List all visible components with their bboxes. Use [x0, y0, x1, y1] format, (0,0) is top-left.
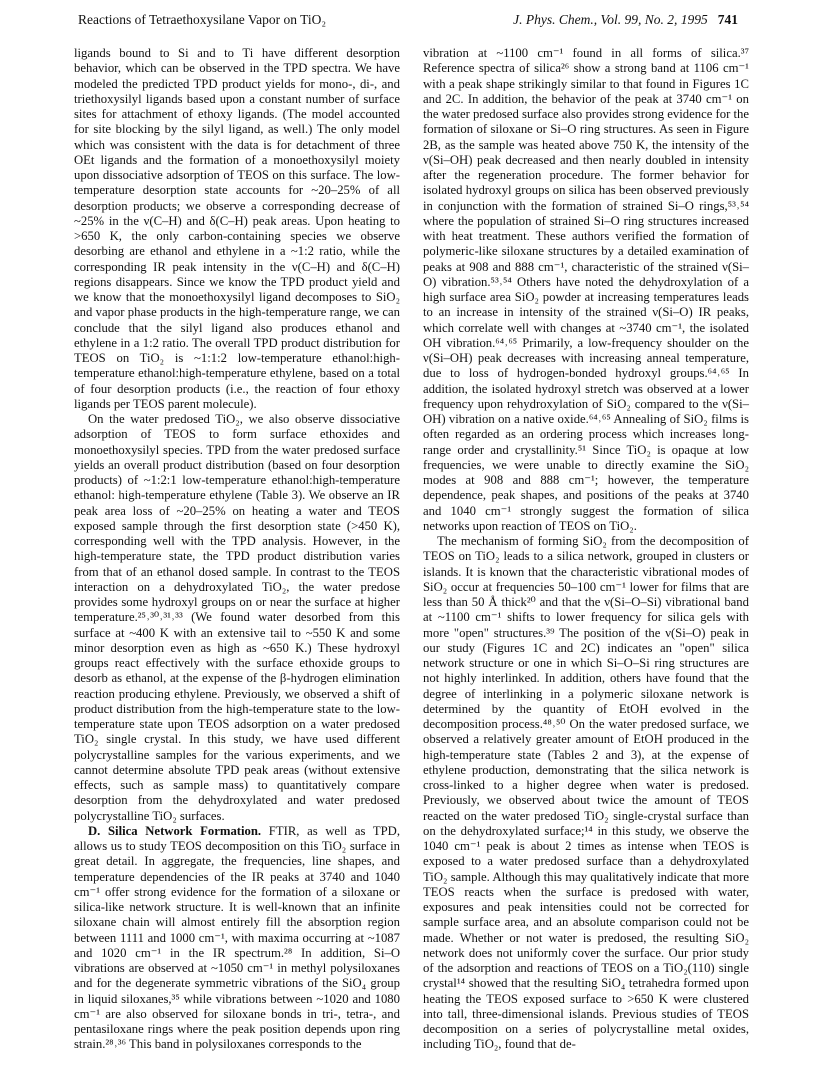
section-paragraph: [74, 824, 400, 1053]
running-title: Reactions of Tetraethoxysilane Vapor on TiO₂: [78, 12, 327, 27]
right-column: [423, 46, 749, 1053]
page-number: 741: [717, 12, 738, 27]
paragraph: vibration at ~1100 cm⁻¹ found in all forms of silica.³⁷ Reference spectra of silica²⁶ show a strong band at 1106 cm⁻¹ with a peak shape strikingly similar to that found in Figures 1C and 2C. In addition, the behavior of the peak at 3740 cm⁻¹ on the water predosed surface also provides strong evidence for the formation of siloxane or Si–O ring structures. As seen in Figure 2B, as the sample was heated above 750 K, the intensity of the ν(Si–OH) peak decreased and then nearly doubled in intensity after the regeneration procedure. The former behavior for isolated hydroxyl groups on silica has been observed previously in conjunction with the formation of strained Si–O rings,⁵³˒⁵⁴ where the population of strained Si–O ring structures increased with heat treatment. These authors verified the formation of polymeric-like siloxane structures by a detailed examination of peaks at 908 and 888 cm⁻¹, characteristic of the strained ν(Si–O) vibration.⁵³˒⁵⁴ Others have noted the dehydroxylation of a high surface area SiO₂ powder at increasing temperatures leads to an increase in intensity of the strained ν(Si–O) IR peaks, which correlate well with changes at ~3740 cm⁻¹, the isolated OH vibration.⁶⁴˒⁶⁵ Primarily, a low-frequency shoulder on the ν(Si–OH) peak decreases with increasing anneal temperature, due to loss of hydrogen-bonded hydroxyl groups.⁶⁴˒⁶⁵ In addition, the isolated hydroxyl stretch was observed at a lower frequency upon rehydroxylation of SiO₂ compared to the ν(Si–OH) vibration on a native oxide.⁶⁴˒⁶⁵ Annealing of SiO₂ films is often regarded as an ordering process which increases long-range order and crystallinity.⁵¹ Since TiO₂ is opaque at low frequencies, we were unable to directly examine the SiO₂ modes at 908 and 888 cm⁻¹; however, the temperature dependence, peak shapes, and positions of the peaks at 3740 and 1040 cm⁻¹ strongly suggest the formation of silica networks upon reaction of TEOS on TiO₂.: [423, 46, 749, 533]
section-heading: D. Silica Network Formation.: [88, 823, 262, 838]
left-column: [74, 46, 400, 1053]
paragraph: The mechanism of forming SiO₂ from the decomposition of TEOS on TiO₂ leads to a silica network, grouped in clusters or islands. It is known that the characteristic vibrational modes of SiO₂ occur at frequencies 50–100 cm⁻¹ lower for films that are less than 50 Å thick²⁰ and that the ν(Si–O–Si) vibrational band at ~1100 cm⁻¹ shifts to lower frequency for silica gels with more "open" structures.³⁹ The position of the ν(Si–O) peak in our study (Figures 1C and 2C) indicates an "open" silica network structure or one in which Si–O–Si ring structures are not highly interlinked. In addition, others have found that the degree of interlinking in a polymeric siloxane network is determined by the quantity of EtOH evolved in the decomposition process.⁴⁸˒⁵⁰ On the water predosed surface, we observed a relatively greater amount of EtOH produced in the high-temperature state (Tables 2 and 3), at the expense of ethylene production, demonstrating that the silica network is cross-linked to a higher degree when water is predosed. Previously, we observed about twice the amount of TEOS reacted on the water predosed TiO₂ single-crystal surface than on the dehydroxylated surface;¹⁴ in this study, we observe the 1040 cm⁻¹ peak is about 2 times as intense when TEOS is exposed to a water predosed surface than a dehydroxylated TiO₂ sample. Although this may qualitatively indicate that more TEOS reacts when the surface is predosed with water, exposures and peak intensities could not be corrected for sample surface area, and an absolute comparison could not be made. Whether or not water is predosed, the resulting SiO₂ network does not uniformly cover the surface. Our prior study of the adsorption and reactions of TEOS on a TiO₂(110) single crystal¹⁴ showed that the resulting SiO₄ tetrahedra formed upon heating the TEOS exposed surface to >650 K were clustered into tall, three-dimensional islands. Previous studies of TEOS decomposition on a series of polycrystalline metal oxides, including TiO₂, found that de-: [423, 534, 749, 1052]
journal-citation: [513, 12, 738, 28]
running-header: [78, 12, 738, 34]
paragraph: ligands bound to Si and to Ti have different desorption behavior, which can be observed in the TPD spectra. We have modeled the predicted TPD product yields for mono-, di-, and triethoxysilyl ligands based upon a constant number of surface sites for attachment of ethoxy ligands. (The model accounted for site blocking by the silyl ligand, as well.) The only model which was consistent with the data is for detachment of three OEt ligands and the formation of a monoethoxysilyl moiety upon dissociative adsorption of TEOS on this surface. The low-temperature desorption state accounts for ~20–25% of all desorption products; we observe a corresponding decrease of ~25% in the ν(C–H) and δ(C–H) peak areas. Upon heating to >650 K, the only carbon-containing species we observe desorbing are ethanol and ethylene in a ~1:2 ratio, while the corresponding IR peak intensity in the ν(C–H) and δ(C–H) regions disappears. Since we know the TPD product yield and we know that the monoethoxysilyl ligand decomposes to SiO₂ and vapor phase products in the high-temperature range, we can conclude that the silyl ligand also produces ethanol and ethylene in a 1:2 ratio. The overall TPD product distribution for TEOS on TiO₂ is ~1:1:2 low-temperature ethanol:high-temperature ethanol:high-temperature ethylene, based on a total of four desorption products (i.e., the reaction of four ethoxy ligands per TEOS parent molecule).: [74, 46, 400, 411]
paragraph-text: FTIR, as well as TPD, allows us to study TEOS decomposition on this TiO₂ surface in great detail. In aggregate, the frequencies, line shapes, and temperature dependencies of the IR peaks at 3740 and 1040 cm⁻¹ offer strong evidence for the formation of a siloxane or silica-like network structure. It is well-known that an infinite siloxane chain will almost entirely fill the absorption region between 1111 and 1000 cm⁻¹, with maxima occurring at ~1087 and 1020 cm⁻¹ in the IR spectrum.²⁸ In addition, Si–O vibrations are observed at ~1050 cm⁻¹ in methyl polysiloxanes and for the degenerate symmetric vibrations of the SiO₄ group in liquid siloxanes,³⁵ while vibrations between ~1020 and 1080 cm⁻¹ are also observed for siloxane bonds in tri-, tetra-, and pentasiloxane rings where the peak position depends upon ring strain.²⁸˒³⁶ This band in polysiloxanes corresponds to the: [74, 823, 400, 1052]
paragraph: On the water predosed TiO₂, we also observe dissociative adsorption of TEOS to form surface ethoxides and monoethoxysilyl species. TPD from the water predosed surface yields an overall product distribution (based on four desorption products) of ~1:2:1 low-temperature ethanol:high-temperature ethanol: high-temperature ethylene (Table 3). We observe an IR peak area loss of ~20–25% on heating a water and TEOS exposed sample through the first desorption state (>450 K), corresponding well with the TPD analysis. However, in the high-temperature state, the TPD product distribution varies from that of an ethanol dosed sample. In contrast to the TEOS interaction on a dehydroxylated TiO₂, the water predose provides some hydroxyl groups on or near the surface at higher temperature.²⁵˒³⁰˒³¹˒³³ (We found water desorbed from this surface at ~400 K with an extensive tail to ~550 K and some minor desorption even as high as ~650 K.) These hydroxyl groups react effectively with the surface ethoxide groups to desorb as ethanol, at the expense of the β-hydrogen elimination reaction producing ethylene. Previously, we observed a shift of product distribution from the high-temperature state to the low-temperature state upon TEOS adsorption on a water predosed TiO₂ single crystal. In this study, we have used different polycrystalline samples for the various experiments, and we cannot determine absolute TPD peak areas (without extensive effects, such as sample mass) to quantitatively compare desorption from the dehydroxylated and water predosed polycrystalline TiO₂ surfaces.: [74, 412, 400, 823]
journal-name: J. Phys. Chem., Vol. 99, No. 2, 1995: [513, 12, 708, 27]
